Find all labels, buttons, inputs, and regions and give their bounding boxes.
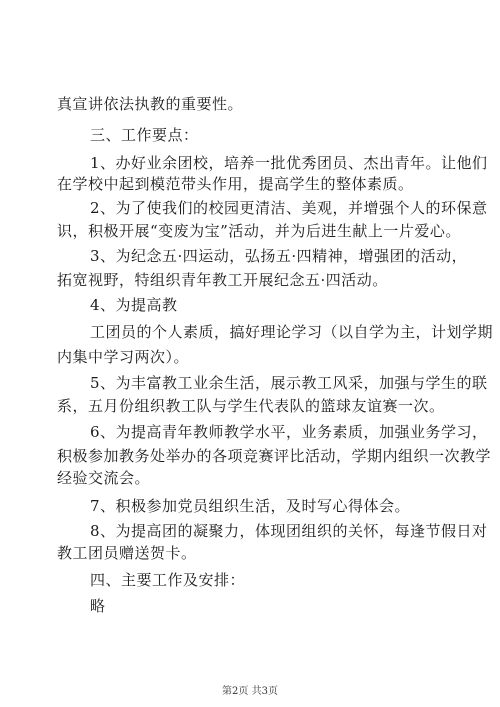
- text-line: 系，五月份组织教工队与学生代表队的篮球友谊赛一次。: [57, 397, 445, 415]
- page-number: 第2页 共3页: [222, 686, 278, 697]
- text-line: 2、为了使我们的校园更清洁、美观，并增强个人的环保意: [90, 199, 488, 217]
- text-line: 8、为提高团的凝聚力，体现团组织的关怀，每逢节假日对: [90, 522, 488, 540]
- section-heading: 四、主要工作及安排：: [90, 571, 246, 589]
- text-line: 真宣讲依法执教的重要性。: [57, 95, 244, 113]
- text-line: 6、为提高青年教师教学水平，业务素质，加强业务学习，: [90, 423, 488, 441]
- text-line: 5、为丰富教工业余生活，展示教工风采，加强与学生的联: [90, 374, 488, 392]
- text-line: 1、办好业余团校，培养一批优秀团员、杰出青年。让他们: [90, 154, 488, 172]
- text-line: 识，积极开展“变废为宝”活动，并为后进生献上一片爱心。: [57, 222, 461, 240]
- text-line: 3、为纪念五·四运动，弘扬五·四精神，增强团的活动，: [90, 247, 468, 265]
- text-line: 工团员的个人素质，搞好理论学习（以自学为主，计划学期: [90, 323, 494, 341]
- text-line: 拓宽视野，特组织青年教工开展纪念五·四活动。: [57, 271, 388, 289]
- text-line: 经验交流会。: [57, 469, 151, 487]
- text-line: 积极参加教务处举办的各项竞赛评比活动，学期内组织一次教学: [57, 447, 492, 465]
- section-heading: 三、工作要点：: [90, 126, 199, 144]
- text-line: 在学校中起到模范带头作用，提高学生的整体素质。: [57, 175, 414, 193]
- text-line: 4、为提高教: [90, 296, 178, 314]
- text-line: 教工团员赠送贺卡。: [57, 544, 197, 562]
- text-line: 7、积极参加党员组织生活，及时写心得体会。: [90, 497, 411, 515]
- text-line: 略: [90, 597, 106, 615]
- text-line: 内集中学习两次）。: [57, 348, 190, 366]
